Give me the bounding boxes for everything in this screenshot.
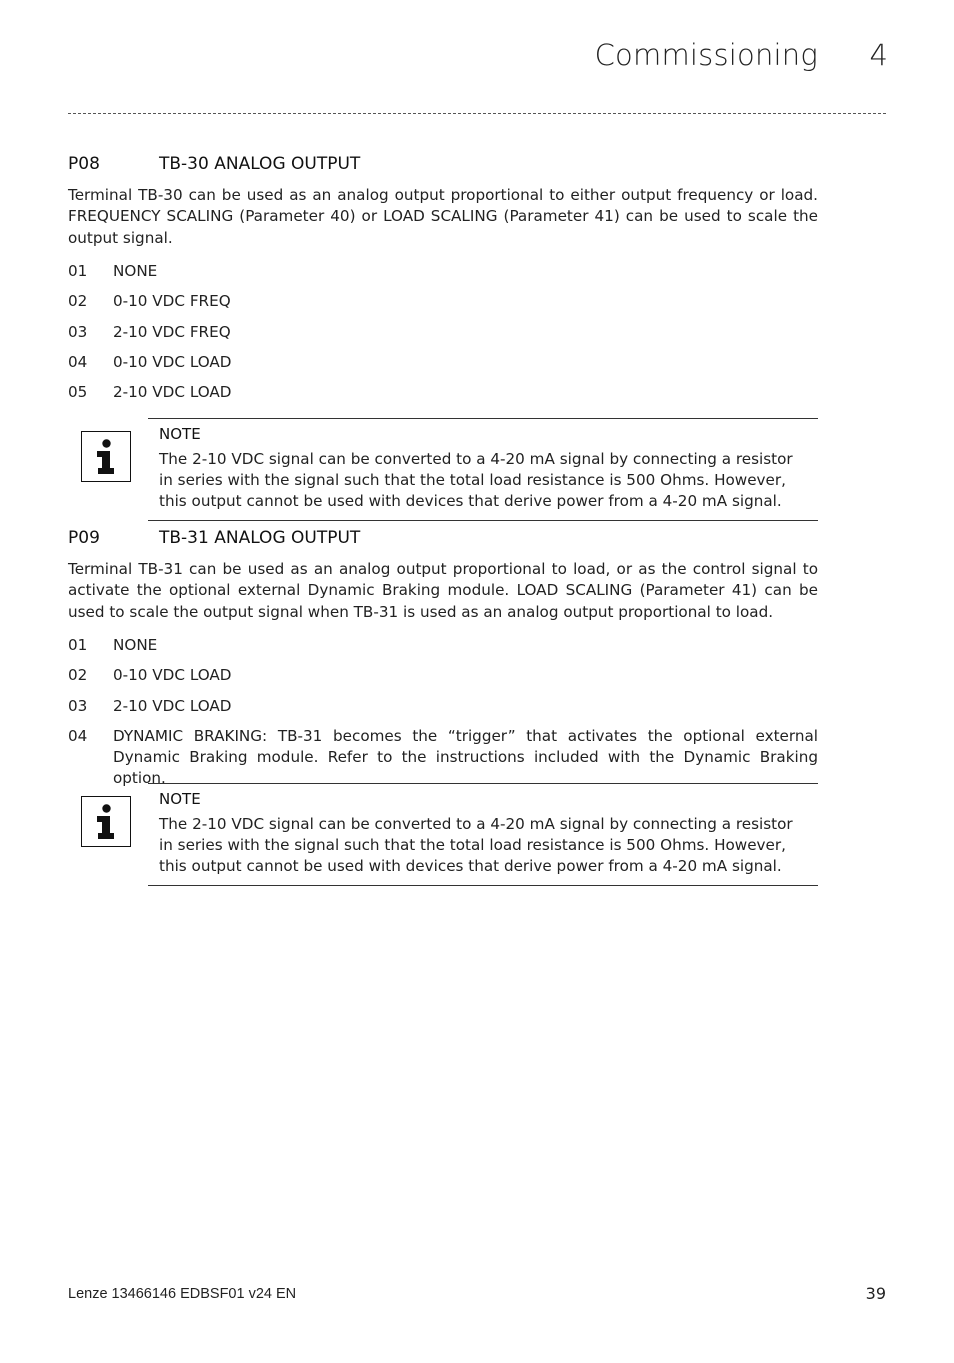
header-divider [68,113,886,114]
option-number: 03 [68,697,88,715]
option-text: NONE [113,636,158,654]
option-text: 2-10 VDC LOAD [113,697,232,715]
option-text: NONE [113,262,158,280]
parameter-title: TB-31 ANALOG OUTPUT [159,528,361,548]
note-label: NOTE [159,425,201,443]
parameter-code: P08 [68,154,100,174]
option-text: 0-10 VDC LOAD [113,353,232,371]
option-number: 04 [68,353,88,371]
option-text: 0-10 VDC FREQ [113,292,231,310]
note-label: NOTE [159,790,201,808]
parameter-code: P09 [68,528,100,548]
note-text: The 2-10 VDC signal can be converted to a 4-20 mA signal by connecting a resistor in series with the signal such that the total load resistance is 500 Ohms. However, this output cannot be used with devices that derive power from a 4-20 mA signal. [159,815,793,876]
page-number: 39 [865,1284,886,1303]
option-number: 01 [68,262,88,280]
chapter-number: 4 [869,38,888,72]
option-number: 05 [68,383,88,401]
note-text: The 2-10 VDC signal can be converted to a 4-20 mA signal by connecting a resistor in series with the signal such that the total load resistance is 500 Ohms. However, this output cannot be used with devices that derive power from a 4-20 mA signal. [159,450,793,511]
option-number: 02 [68,292,88,310]
option-text: 2-10 VDC FREQ [113,323,231,341]
info-icon [81,431,131,482]
section-description: Terminal TB-31 can be used as an analog output proportional to load, or as the control signal to activate the optional external Dynamic Braking module. LOAD SCALING (Parameter 41) can be used to scale the output signal when TB-31 is used as an analog output proportional to load. [68,560,818,621]
option-number: 01 [68,636,88,654]
option-number: 03 [68,323,88,341]
document-id: Lenze 13466146 EDBSF01 v24 EN [68,1286,297,1302]
section-description: Terminal TB-30 can be used as an analog output proportional to either output frequency or load. FREQUENCY SCALING (Parameter 40) or LOAD SCALING (Parameter 41) can be used to scale the output signal. [68,186,818,247]
chapter-title: Commissioning [594,38,818,72]
note-box [148,418,818,521]
info-icon-glyph [82,432,129,480]
info-icon-glyph [82,797,129,845]
info-icon [81,796,131,847]
option-text: 0-10 VDC LOAD [113,666,232,684]
option-number: 04 [68,727,88,745]
parameter-title: TB-30 ANALOG OUTPUT [159,154,361,174]
note-box [148,783,818,886]
option-number: 02 [68,666,88,684]
option-text: DYNAMIC BRAKING: TB-31 becomes the “trigger” that activates the optional external Dynamic Braking module. Refer to the instructions included with the Dynamic Braking option. [113,727,818,787]
option-text: 2-10 VDC LOAD [113,383,232,401]
